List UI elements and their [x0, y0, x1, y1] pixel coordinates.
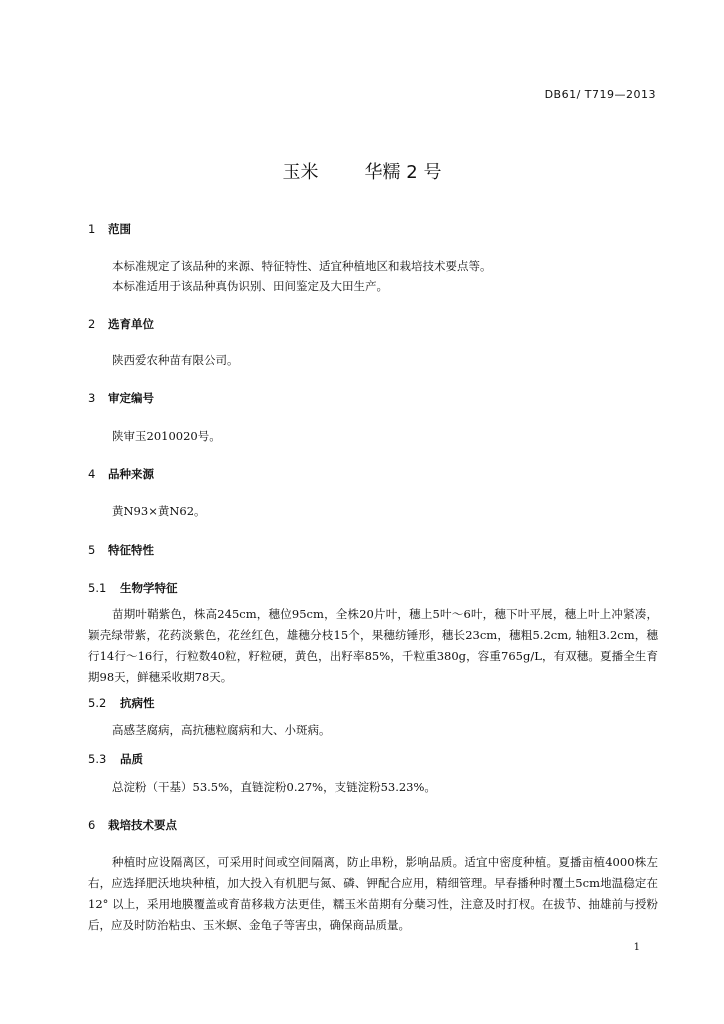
section-5-3-text: 总淀粉（干基）53.5%，直链淀粉0.27%，支链淀粉53.23%。 — [112, 780, 436, 794]
standard-code: DB61/ T719—2013 — [544, 88, 656, 101]
section-5-1-text: 苗期叶鞘紫色，株高245cm，穗位95cm，全株20片叶，穗上5叶～6叶，穗下叶平展，穗上叶上冲紧凑，颖壳绿带紫，花药淡紫色，花丝红色，雄穗分枝15个，果穗纺锤形，穗长23cm，穗粗5.2cm, 轴粗3.2cm，穗行14行～16行，行粒数40粒，籽粒硬，黄色，出籽率85%，千粒重380g，容重765g/L，有双穗。夏播全生育期98天，鲜穗采收期78天。 — [88, 607, 658, 684]
title-crop: 玉米 — [282, 162, 319, 183]
section-5-2-heading: 5.2 抗病性 — [88, 696, 155, 710]
section-6-text: 种植时应设隔离区，可采用时间或空间隔离，防止串粉，影响品质。适宜中密度种植。夏播亩植4000株左右，应选择肥沃地块种植，加大投入有机肥与氮、磷、钾配合应用，精细管理。早春播种时覆土5cm地温稳定在12° 以上，采用地膜覆盖或育苗移栽方法更佳，糯玉米苗期有分蘖习性，注意及时打杈。在拔节、抽雄前与授粉后，应及时防治粘虫、玉米螟、金龟子等害虫，确保商品质量。 — [88, 855, 658, 932]
document-title — [0, 158, 724, 184]
section-1-line-2: 本标准适用于该品种真伪识别、田间鉴定及大田生产。 — [112, 279, 388, 293]
section-2-heading: 2 选育单位 — [88, 317, 154, 331]
title-variety: 华糯 2 号 — [364, 162, 442, 183]
page-number: 1 — [633, 942, 640, 953]
section-4-text: 黄N93×黄N62。 — [112, 504, 206, 518]
section-4-heading: 4 品种来源 — [88, 467, 154, 481]
section-1-line-1: 本标准规定了该品种的来源、特征特性、适宜种植地区和栽培技术要点等。 — [112, 259, 492, 273]
section-1-heading: 1 范围 — [88, 222, 131, 236]
section-5-2-text: 高感茎腐病，高抗穗粒腐病和大、小斑病。 — [112, 723, 331, 737]
section-2-text: 陕西爱农种苗有限公司。 — [112, 353, 239, 367]
section-5-3-heading: 5.3 品质 — [88, 752, 143, 766]
section-3-heading: 3 审定编号 — [88, 391, 154, 405]
section-5-heading: 5 特征特性 — [88, 543, 154, 557]
section-5-1-heading: 5.1 生物学特征 — [88, 581, 178, 595]
section-6-heading: 6 栽培技术要点 — [88, 818, 177, 832]
section-3-text: 陕审玉2010020号。 — [112, 429, 221, 443]
